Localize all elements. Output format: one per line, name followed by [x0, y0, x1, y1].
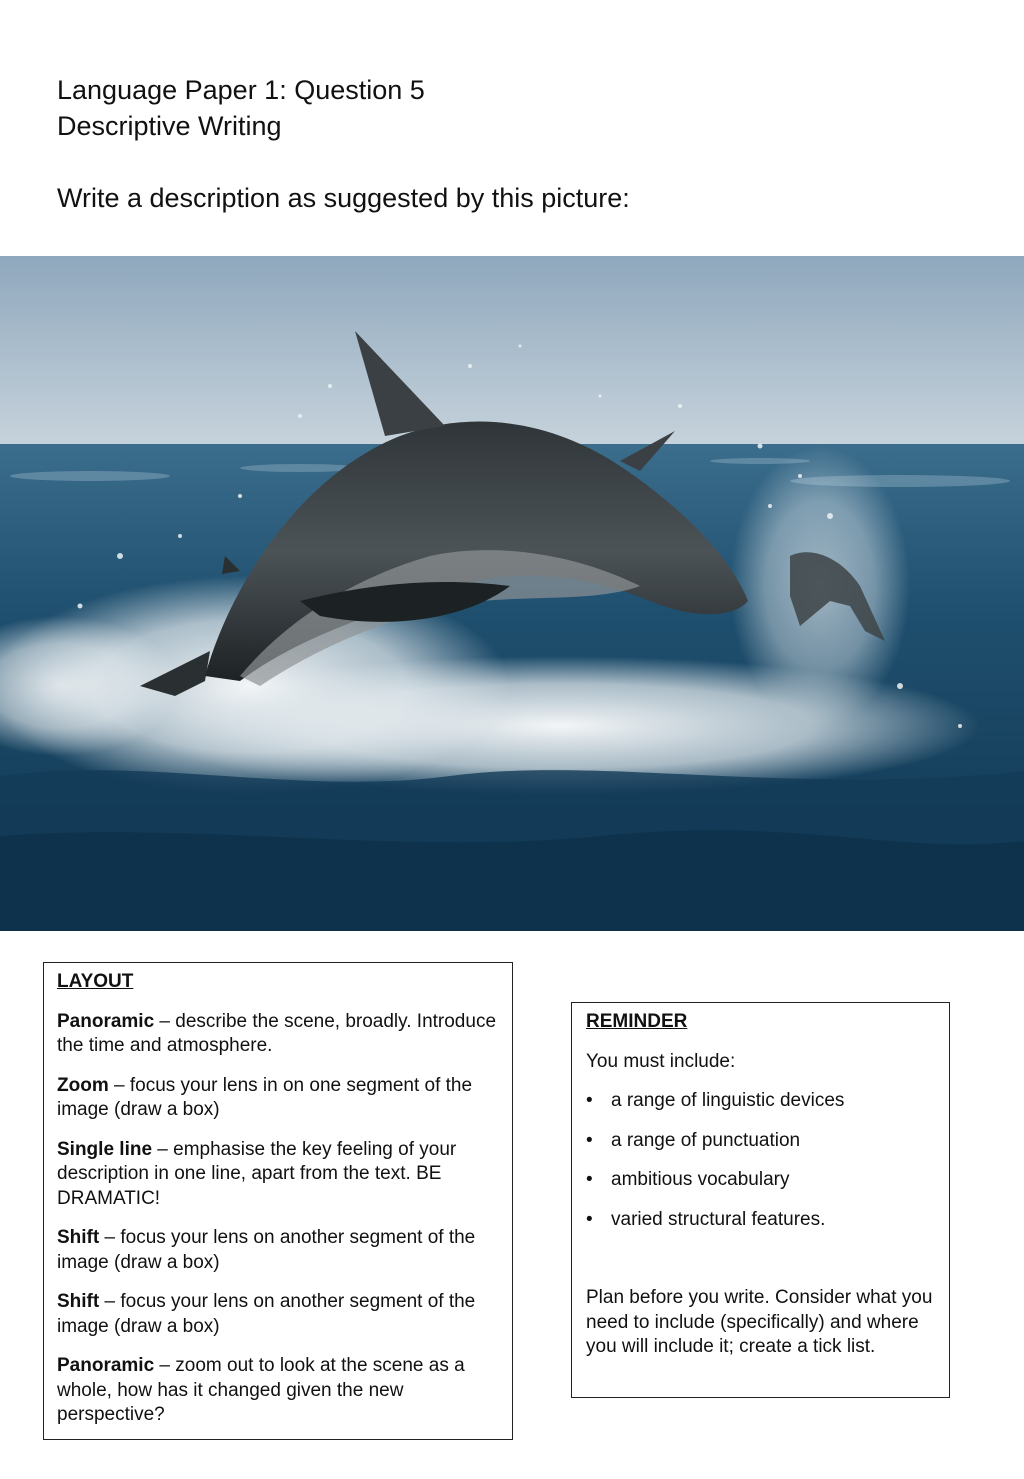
layout-item-text: – focus your lens on another segment of the image (draw a box)	[57, 1227, 476, 1273]
list-item	[586, 1208, 937, 1233]
layout-item-text: – describe the scene, broadly. Introduce the time and atmosphere.	[57, 1010, 497, 1056]
list-item	[586, 1089, 937, 1114]
layout-item-text: – emphasise the key feeling of your description in one line, apart from the text. BE DRAMATIC!	[57, 1138, 457, 1209]
reminder-intro: You must include:	[586, 1050, 736, 1072]
layout-item-term: Panoramic	[57, 1355, 155, 1376]
shark-photo	[0, 256, 1024, 931]
reminder-title: REMINDER	[586, 1011, 688, 1032]
layout-item-text: – zoom out to look at the scene as a whole, how has it changed given the new perspective?	[57, 1355, 465, 1425]
layout-item-term: Panoramic	[57, 1010, 155, 1032]
layout-item-text: – focus your lens in on one segment of the image (draw a box)	[57, 1074, 473, 1120]
reminder-box	[571, 1002, 950, 1398]
list-item-text: a range of linguistic devices	[611, 1090, 845, 1111]
list-item	[586, 1168, 937, 1193]
list-item-text: ambitious vocabulary	[611, 1169, 790, 1190]
page-title: Language Paper 1: Question 5	[57, 75, 425, 105]
layout-item-term: Shift	[57, 1291, 100, 1312]
layout-item-term: Single line	[57, 1138, 153, 1160]
writing-prompt: Write a description as suggested by this picture:	[57, 183, 630, 213]
page-subtitle: Descriptive Writing	[57, 111, 282, 141]
bullet-icon: •	[586, 1129, 593, 1151]
layout-item-term: Zoom	[57, 1074, 109, 1096]
layout-item-text: – focus your lens on another segment of the image (draw a box)	[57, 1291, 476, 1337]
page-header	[57, 72, 997, 144]
reminder-list	[586, 1089, 937, 1232]
layout-item	[57, 1138, 500, 1212]
layout-box	[43, 962, 513, 1440]
plan-note: Plan before you write. Consider what you need to include (specifically) and where you will include it; create a tick list.	[586, 1287, 933, 1357]
list-item-text: a range of punctuation	[611, 1129, 801, 1151]
layout-item	[57, 1074, 500, 1123]
layout-item	[57, 1354, 500, 1428]
layout-title: LAYOUT	[57, 971, 134, 992]
layout-item	[57, 1226, 500, 1275]
bullet-icon: •	[586, 1208, 593, 1230]
list-item-text: varied structural features.	[611, 1208, 826, 1230]
layout-item	[57, 1290, 500, 1339]
list-item	[586, 1129, 937, 1154]
bullet-icon: •	[586, 1090, 593, 1111]
shark-photo-illustration	[0, 256, 1024, 931]
bullet-icon: •	[586, 1169, 593, 1190]
layout-item-term: Shift	[57, 1227, 100, 1248]
layout-item	[57, 1010, 500, 1059]
